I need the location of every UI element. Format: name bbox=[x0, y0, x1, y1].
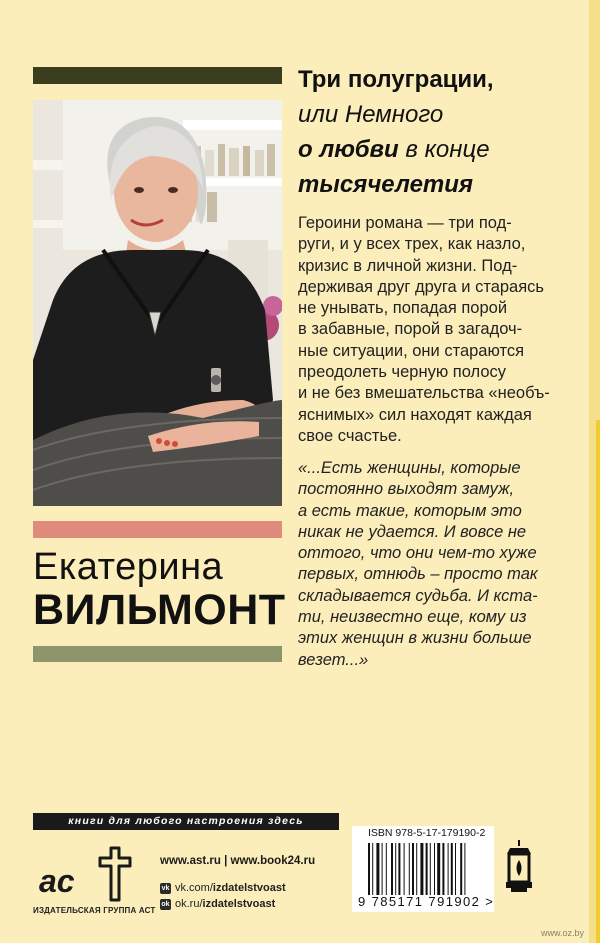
author-photo bbox=[33, 100, 282, 506]
title-line-4: тысячелетия bbox=[298, 171, 474, 198]
ok-icon: ok bbox=[161, 900, 170, 908]
vk-username: izdatelstvoast bbox=[212, 882, 286, 894]
description-line: яснимых» сил находят каждая bbox=[298, 405, 532, 424]
author-last-name: ВИЛЬМОНТ bbox=[33, 586, 286, 634]
series-tagline: книги для любого настроения здесь bbox=[33, 813, 339, 830]
description-line: в забавные, порой в загадоч- bbox=[298, 320, 523, 339]
lantern-icon bbox=[504, 838, 534, 894]
book-quote bbox=[298, 458, 583, 671]
watermark: www.oz.by bbox=[540, 928, 584, 938]
book-description bbox=[298, 213, 573, 447]
quote-line: «...Есть женщины, которые bbox=[298, 459, 521, 477]
vk-prefix: vk.com/ bbox=[175, 882, 213, 894]
quote-line: везет...» bbox=[298, 650, 369, 669]
description-line: кризис в личной жизни. Под- bbox=[298, 256, 518, 275]
barcode-number: 9 785171 791902 > bbox=[358, 894, 495, 909]
description-line: преодолеть черную полосу bbox=[298, 363, 507, 382]
quote-line: никак не удается. И вовсе не bbox=[298, 522, 527, 541]
green-divider-bar bbox=[33, 646, 282, 662]
description-line: Героини романа — три под- bbox=[298, 214, 512, 232]
title-line-3 bbox=[298, 132, 588, 167]
ast-logo-text: ас bbox=[39, 863, 75, 899]
quote-line: первых, отнюдь – просто так bbox=[298, 565, 538, 584]
description-line: ные ситуации, они стараются bbox=[298, 341, 525, 360]
quote-line: ти, неизвестно еще, кому из bbox=[298, 608, 527, 627]
title-line-2: или Немного bbox=[298, 101, 444, 128]
vk-link[interactable] bbox=[160, 882, 286, 894]
vk-icon: vk bbox=[161, 884, 170, 892]
author-portrait-illustration bbox=[33, 100, 282, 506]
isbn-label: ISBN 978-5-17-179190-2 bbox=[368, 827, 486, 839]
author-first-name: Екатерина bbox=[33, 546, 224, 588]
publisher-caption: ИЗДАТЕЛЬСКАЯ ГРУППА АСТ bbox=[33, 906, 156, 915]
description-line: и не без вмешательства «необъ- bbox=[298, 384, 550, 403]
title-line-1: Три полуграции, bbox=[298, 66, 494, 93]
description-line: не унывать, попадая порой bbox=[298, 299, 508, 318]
top-dark-bar bbox=[33, 67, 282, 84]
quote-line: а есть такие, которым это bbox=[298, 501, 522, 520]
description-line: свое счастье. bbox=[298, 426, 402, 445]
quote-line: этих женщин в жизни больше bbox=[298, 629, 532, 648]
description-line: держивая друг друга и стараясь bbox=[298, 277, 545, 296]
ok-link[interactable] bbox=[160, 898, 275, 910]
ok-username: izdatelstvoast bbox=[202, 898, 276, 910]
description-line: руги, и у всех трех, как назло, bbox=[298, 235, 526, 254]
title-line-3-rest: в конце bbox=[398, 136, 490, 163]
spine-accent-stripe bbox=[596, 420, 600, 943]
barcode-graphic bbox=[366, 843, 486, 895]
quote-line: складывается судьба. И кста- bbox=[298, 586, 538, 605]
title-line-3-bold: о любви bbox=[298, 136, 399, 163]
pink-divider-bar bbox=[33, 521, 282, 538]
publisher-websites[interactable]: www.ast.ru | www.book24.ru bbox=[160, 855, 316, 867]
quote-line: оттого, что они чем-то хуже bbox=[298, 544, 537, 563]
ok-prefix: ok.ru/ bbox=[175, 898, 203, 910]
book-title bbox=[298, 62, 588, 202]
quote-line: постоянно выходят замуж, bbox=[298, 480, 515, 499]
